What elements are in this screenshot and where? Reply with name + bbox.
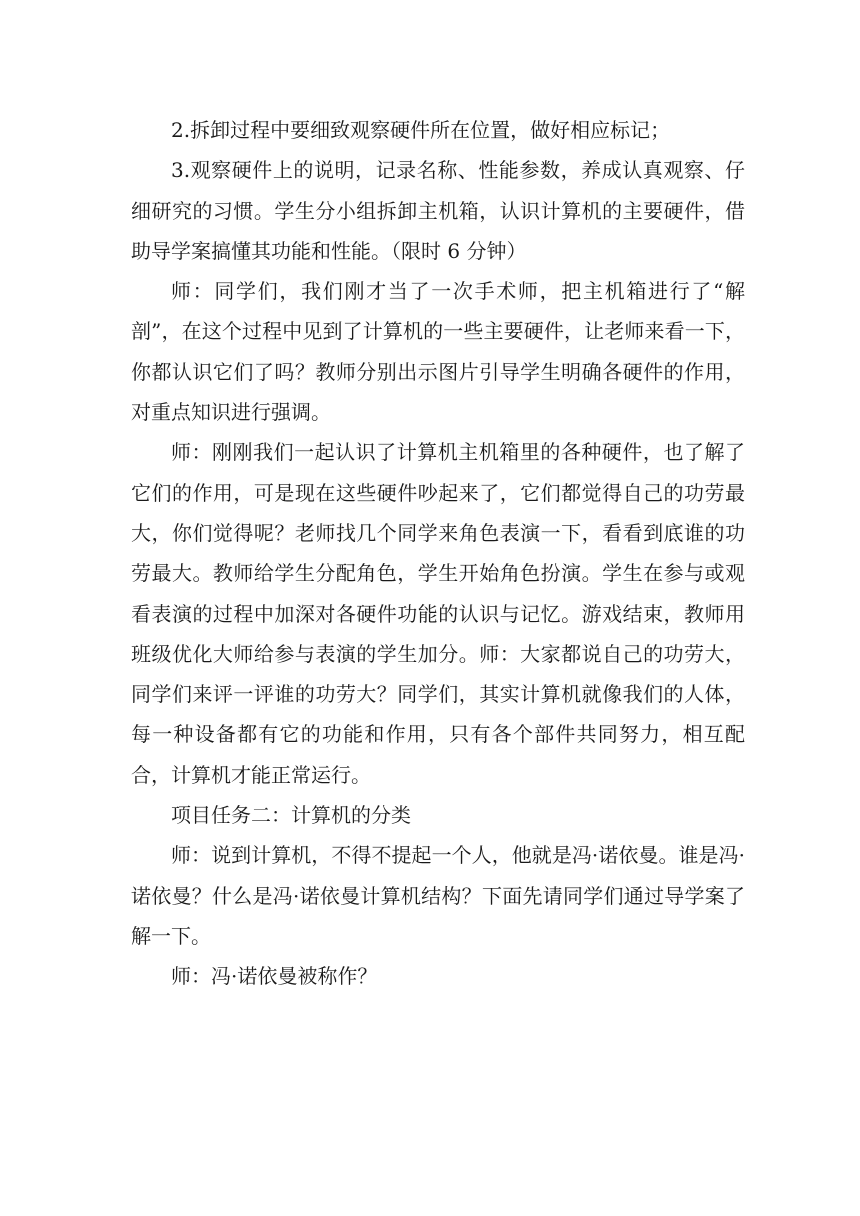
paragraph-task-two-heading: 项目任务二：计算机的分类 [171,803,411,828]
document-body [131,110,745,997]
paragraph-step-2: 2.拆卸过程中要细致观察硬件所在位置，做好相应标记； [171,118,671,142]
paragraph-teacher-role-play: 师：刚刚我们一起认识了计算机主机箱里的各种硬件，也了解了它们的作用，可是现在这些硬件吵起来了，它们都觉得自己的功劳最大，你们觉得呢？老师找几个同学来角色表演一下，看看到底谁的功劳最大。教师给学生分配角色，学生开始角色扮演。学生在参与或观看表演的过程中加深对各硬件功能的认识与记忆。游戏结束，教师用班级优化大师给参与表演的学生加分。师：大家都说自己的功劳大，同学们来评一评谁的功劳大？同学们，其实计算机就像我们的人体，每一种设备都有它的功能和作用，只有各个部件共同努力，相互配合，计算机才能正常运行。 [131,440,745,787]
paragraph-teacher-von-neumann: 师：说到计算机，不得不提起一个人，他就是冯·诺依曼。谁是冯·诺依曼？什么是冯·诺依曼计算机结构？下面先请同学们通过导学案了解一下。 [131,843,745,948]
paragraph-teacher-question: 师：冯·诺依曼被称作？ [171,964,378,989]
paragraph-step-3: 3.观察硬件上的说明，记录名称、性能参数，养成认真观察、仔细研究的习惯。学生分小组拆卸主机箱，认识计算机的主要硬件，借助导学案搞懂其功能和性能。（限时 6 分钟） [131,158,745,263]
paragraph-teacher-dissection: 师：同学们，我们刚才当了一次手术师，把主机箱进行了“解剖”，在这个过程中见到了计算机的一些主要硬件，让老师来看一下，你都认识它们了吗？教师分别出示图片引导学生明确各硬件的作用，对重点知识进行强调。 [131,279,745,425]
